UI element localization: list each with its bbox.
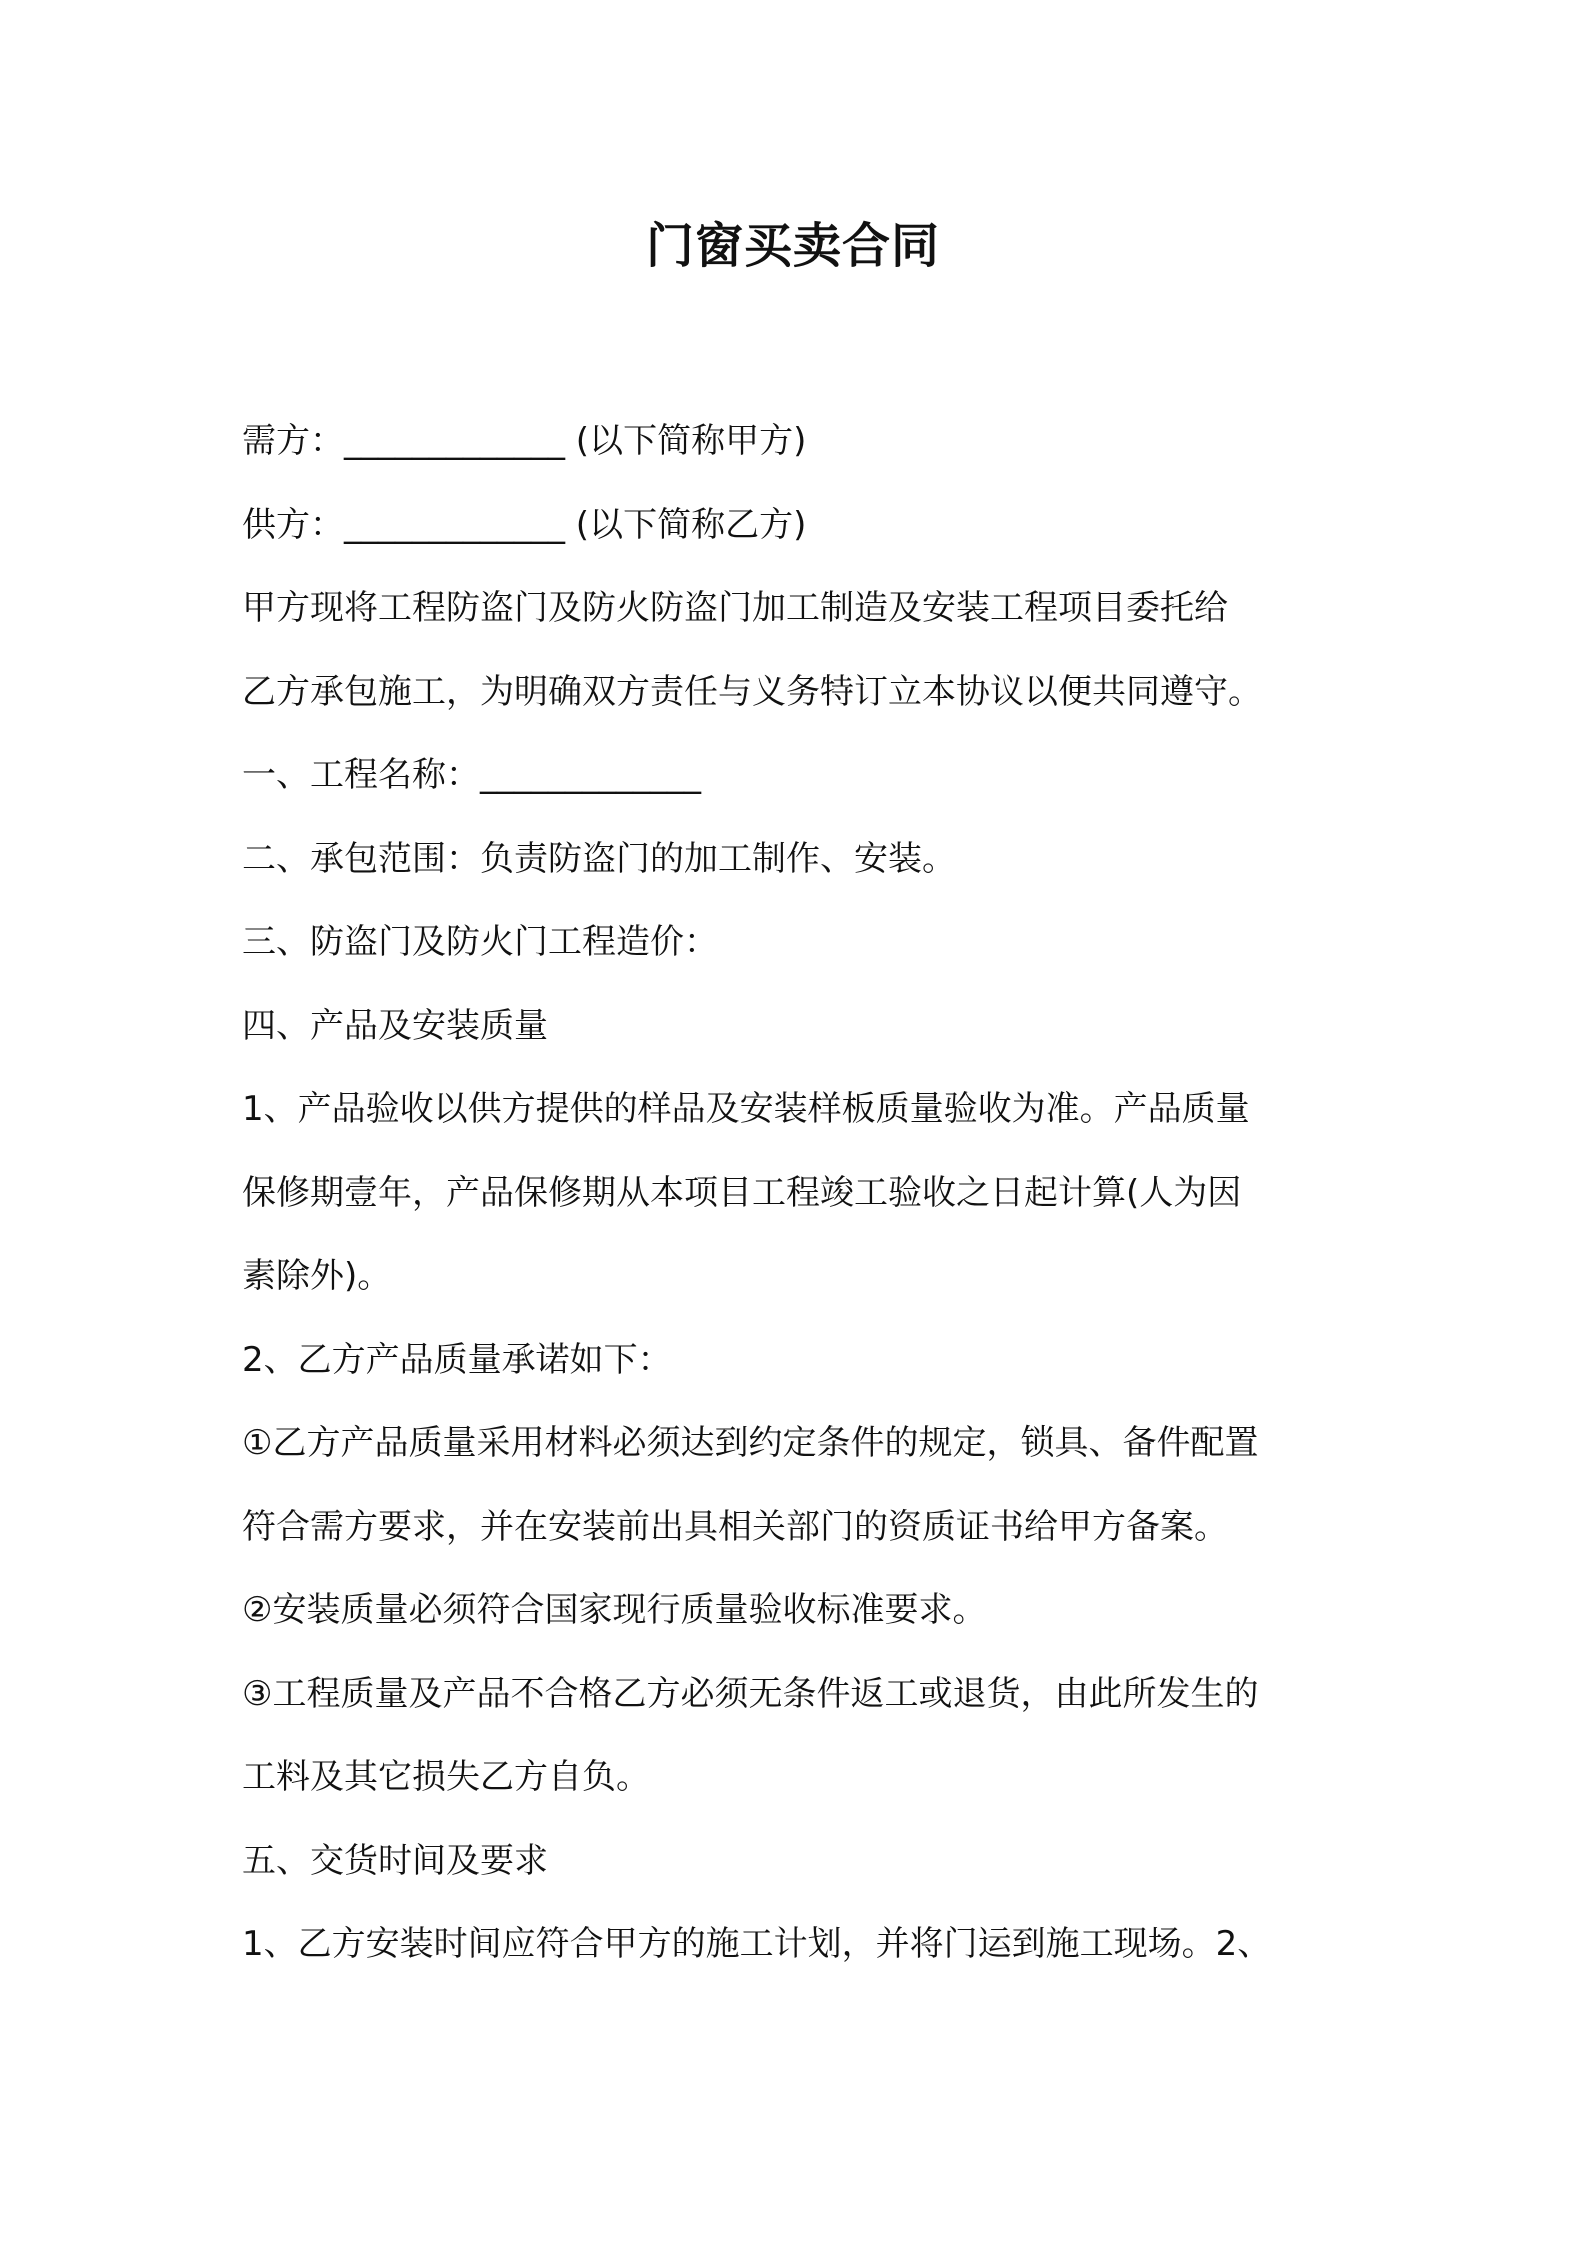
document-body (242, 400, 1362, 1987)
section-3-cost: 三、防盗门及防火门工程造价： (242, 922, 718, 962)
intro-line-2: 乙方承包施工，为明确双方责任与义务特订立本协议以便共同遵守。 (242, 671, 1262, 712)
section-5-heading: 五、交货时间及要求 (242, 1840, 548, 1881)
clause-4-1-line-1: 1、产品验收以供方提供的样品及安装样板质量验收为准。产品质量 (242, 1089, 1250, 1129)
clause-4-1-line-3: 素除外)。 (242, 1256, 392, 1296)
clause-4-2-heading: 2、乙方产品质量承诺如下： (242, 1339, 672, 1380)
clause-4-2-item-3-line-1: ③工程质量及产品不合格乙方必须无条件返工或退货，由此所发生的 (242, 1673, 1259, 1714)
intro-line-1: 甲方现将工程防盗门及防火防盗门加工制造及安装工程项目委托给 (242, 588, 1228, 628)
section-2-scope: 二、承包范围：负责防盗门的加工制作、安装。 (242, 838, 956, 879)
supplier-line: 供方：_____________ (以下简称乙方) (242, 504, 807, 545)
clause-4-2-item-2: ②安装质量必须符合国家现行质量验收标准要求。 (242, 1590, 987, 1630)
clause-5-1-line-1: 1、乙方安装时间应符合甲方的施工计划，并将门运到施工现场。2、 (242, 1924, 1272, 1964)
clause-4-1-line-2: 保修期壹年，产品保修期从本项目工程竣工验收之日起计算(人为因 (242, 1172, 1242, 1213)
document-title: 门窗买卖合同 (645, 218, 940, 274)
clause-4-2-item-3-line-2: 工料及其它损失乙方自负。 (242, 1757, 650, 1797)
clause-4-2-item-1-line-1: ①乙方产品质量采用材料必须达到约定条件的规定，锁具、备件配置 (242, 1423, 1259, 1463)
buyer-line: 需方：_____________ (以下简称甲方) (242, 421, 807, 461)
section-1-project-name: 一、工程名称：_____________ (242, 755, 701, 795)
clause-4-2-item-1-line-2: 符合需方要求，并在安装前出具相关部门的资质证书给甲方备案。 (242, 1506, 1228, 1547)
section-4-heading: 四、产品及安装质量 (242, 1005, 548, 1046)
